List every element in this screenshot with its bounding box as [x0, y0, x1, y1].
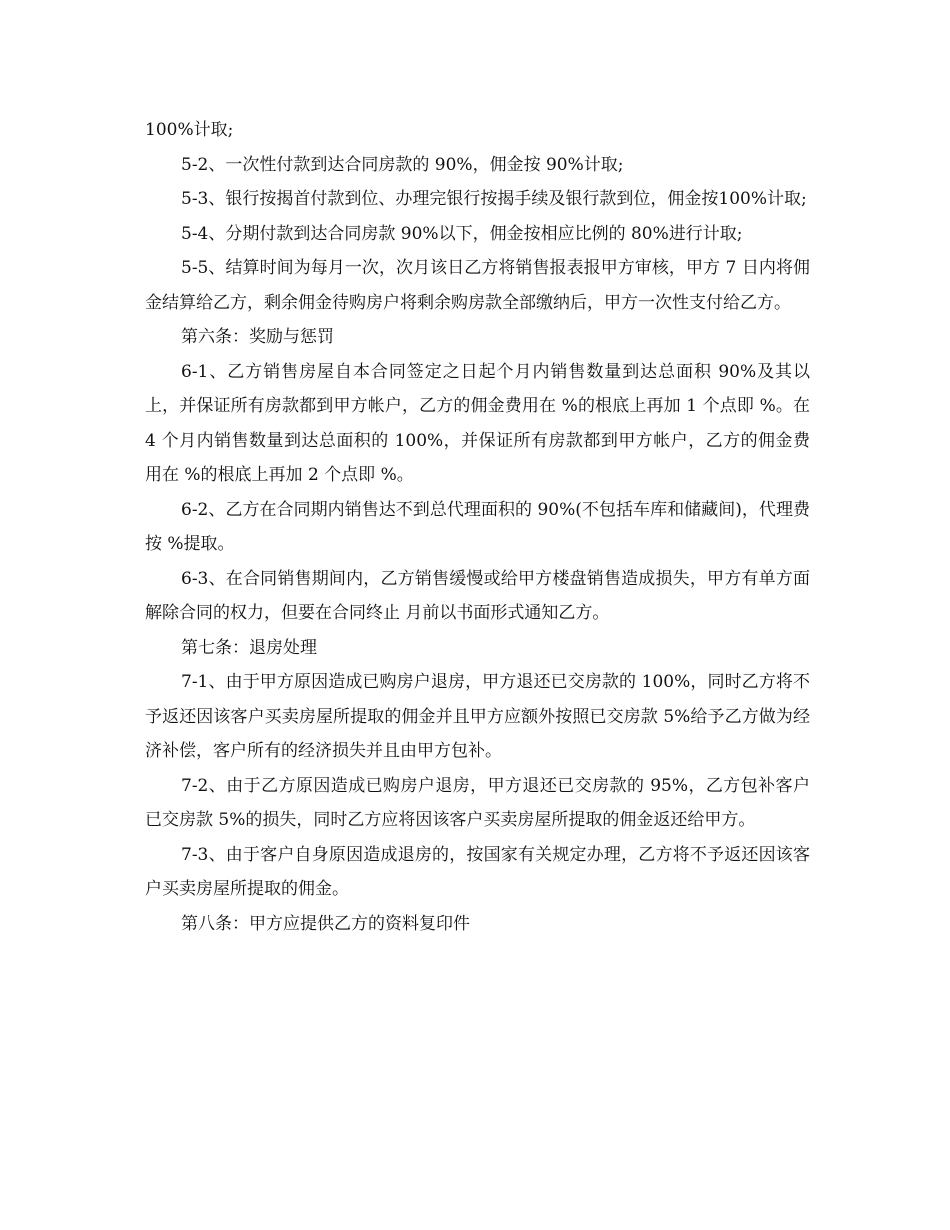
- paragraph-5-4: 5-4、分期付款到达合同房款 90%以下，佣金按相应比例的 80%进行计取;: [181, 223, 743, 244]
- paragraph-5-3: 5-3、银行按揭首付款到位、办理完银行按揭手续及银行款到位，佣金按100%计取;: [181, 189, 807, 209]
- paragraph-5-5: 5-5、结算时间为每月一次，次月该日乙方将销售报表报甲方审核，甲方 7 日内将佣金结算给乙方，剩余佣金待购房户将剩余购房款全部缴纳后，甲方一次性支付给乙方。: [145, 258, 810, 313]
- paragraph-5-1-continuation: 100%计取;: [145, 120, 234, 140]
- section-heading-article-6: 第六条：奖励与惩罚: [181, 327, 334, 347]
- paragraph-7-2: 7-2、由于乙方原因造成已购房户退房，甲方退还已交房款的 95%，乙方包补客户已交房款 5%的损失，同时乙方应将因该客户买卖房屋所提取的佣金返还给甲方。: [145, 775, 810, 830]
- paragraph-7-1: 7-1、由于甲方原因造成已购房户退房，甲方退还已交房款的 100%，同时乙方将不予返还因该客户买卖房屋所提取的佣金并且甲方应额外按照已交房款 5%给予乙方做为经济补偿，客户所有的经济损失并且由甲方包补。: [145, 672, 810, 761]
- document-page: [145, 113, 810, 941]
- section-heading-article-8: 第八条：甲方应提供乙方的资料复印件: [181, 913, 470, 934]
- paragraph-5-2: 5-2、一次性付款到达合同房款的 90%，佣金按 90%计取;: [181, 154, 624, 175]
- paragraph-6-2: 6-2、乙方在合同期内销售达不到总代理面积的 90%(不包括车库和储藏间)，代理费按 %提取。: [145, 499, 810, 554]
- paragraph-6-1: 6-1、乙方销售房屋自本合同签定之日起个月内销售数量到达总面积 90%及其以上，并保证所有房款都到甲方帐户，乙方的佣金费用在 %的根底上再加 1 个点即 %。在 4 个月内销售数量到达总面积的 100%，并保证所有房款都到甲方帐户，乙方的佣金费用在 %的根底上再加 2 个点即 %。: [145, 361, 810, 485]
- paragraph-6-3: 6-3、在合同销售期间内，乙方销售缓慢或给甲方楼盘销售造成损失，甲方有单方面解除合同的权力，但要在合同终止 月前以书面形式通知乙方。: [145, 568, 810, 623]
- paragraph-7-3: 7-3、由于客户自身原因造成退房的，按国家有关规定办理，乙方将不予返还因该客户买卖房屋所提取的佣金。: [145, 844, 810, 899]
- section-heading-article-7: 第七条：退房处理: [181, 637, 317, 658]
